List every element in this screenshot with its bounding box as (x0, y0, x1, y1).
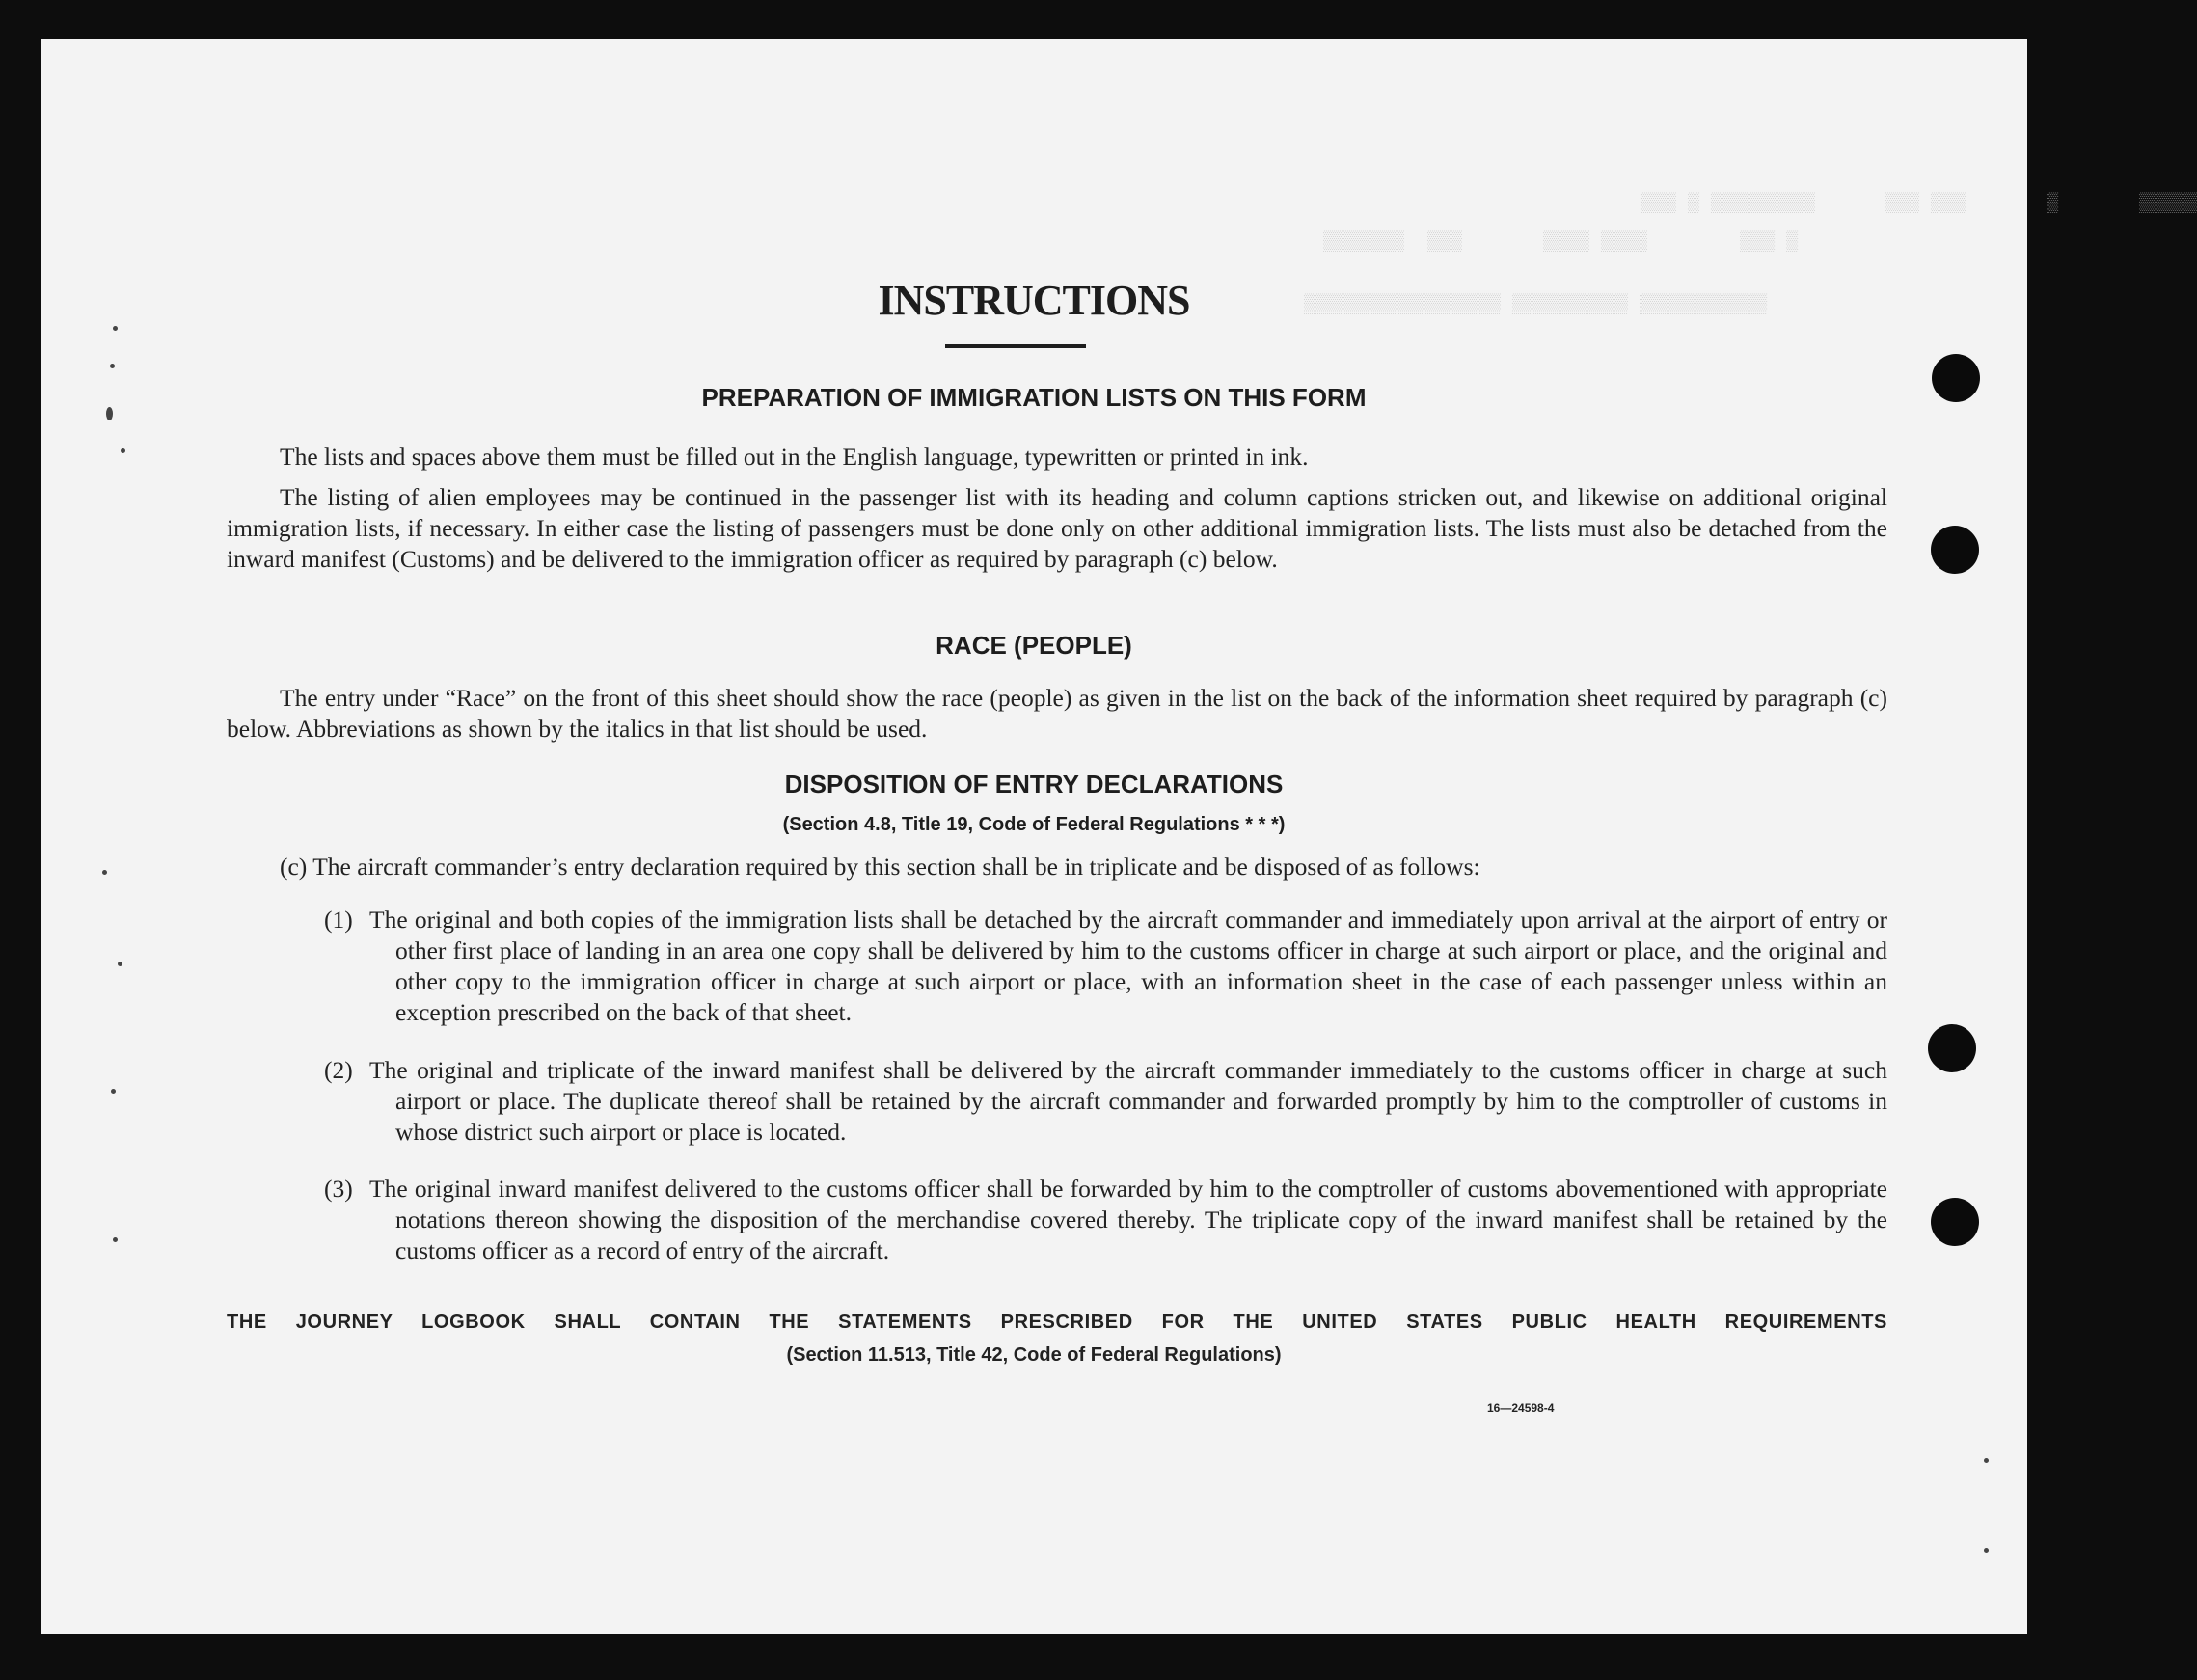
punch-hole (1931, 1198, 1979, 1246)
paper-speck (113, 326, 118, 331)
disposition-citation: (Section 4.8, Title 19, Code of Federal Regulations * * *) (782, 814, 1286, 835)
form-number: 16—24598-4 (1487, 1401, 1555, 1415)
paper-speck (121, 448, 125, 453)
public-health-citation: (Section 11.513, Title 42, Code of Federal Regulations) (786, 1344, 1282, 1366)
bleed-through-text: ▒▒▒ ▒ ▒▒▒▒▒▒▒▒▒ ▒▒▒ ▒▒▒ ▒ ▒▒▒▒▒ (1641, 193, 2197, 215)
punch-hole (1928, 1024, 1976, 1072)
paper-speck (113, 1237, 118, 1242)
preparation-paragraph: The lists and spaces above them must be filled out in the English language, typewritten or printed in ink. (280, 443, 1309, 471)
item-text: The original and both copies of the immigration lists shall be detached by the aircraft commander and immediately upon arrival at the airport of entry or other first place of landing in an area one copy shall be delivered by him to the customs officer in charge at such airport or place, and the original and other copy to the immigration officer in charge at such airport or place, with an information sheet in the case of each passenger unless within an exception prescribed on the back of that sheet. (369, 906, 1887, 1026)
paper-speck (110, 364, 115, 368)
race-heading: RACE (PEOPLE) (936, 631, 1132, 660)
preparation-paragraph: The listing of alien employees may be continued in the passenger list with its heading and column captions stricken out, and likewise on additional original immigration lists, if necessary. In either case the listing of passengers must be done only on other additional immigration lists. The lists must also be detached from the inward manifest (Customs) and be delivered to the immigration officer as required by paragraph (c) below. (227, 483, 1887, 573)
document-page (41, 39, 2197, 1634)
paper-speck (1984, 1548, 1989, 1553)
preparation-section (227, 442, 1887, 575)
bleed-through-text: ▒▒▒▒▒▒▒ ▒▒▒ ▒▒▒▒ ▒▒▒▒ ▒▒▒ ▒ (1323, 231, 1799, 254)
item-number: (1) (324, 906, 353, 934)
paper-speck (111, 1089, 116, 1094)
race-section (227, 683, 1887, 745)
item-text: The original inward manifest delivered to the customs officer shall be forwarded by him to the comptroller of customs abovementioned with appropriate notations thereon showing the disposition of the merchandise covered thereby. The triplicate copy of the inward manifest shall be retained by the customs officer as a record of entry of the aircraft. (369, 1175, 1887, 1264)
item-number: (2) (324, 1056, 353, 1084)
item-number: (3) (324, 1175, 353, 1203)
public-health-statement: THE JOURNEY LOGBOOK SHALL CONTAIN THE STATEMENTS PRESCRIBED FOR THE UNITED STATES PUBLIC HEALTH REQUIREMENTS (227, 1312, 1887, 1333)
disposition-item (324, 1055, 1887, 1148)
disposition-item (324, 1174, 1887, 1266)
paper-speck (102, 870, 107, 875)
preparation-heading: PREPARATION OF IMMIGRATION LISTS ON THIS FORM (701, 383, 1367, 412)
disposition-heading: DISPOSITION OF ENTRY DECLARATIONS (784, 770, 1284, 799)
disposition-intro: (c) The aircraft commander’s entry declaration required by this section shall be in triplicate and be disposed of as follows: (280, 853, 1480, 881)
page-title: INSTRUCTIONS (878, 277, 1190, 324)
bleed-through-text: ▒▒▒▒▒▒▒▒▒▒▒▒▒▒▒▒▒ ▒▒▒▒▒▒▒▒▒▒ ▒▒▒▒▒▒▒▒▒▒▒ (1304, 294, 1768, 316)
disposition-intro-block (227, 852, 1887, 882)
paper-speck (118, 962, 122, 966)
paper-speck (1984, 1458, 1989, 1463)
race-paragraph: The entry under “Race” on the front of this sheet should show the race (people) as given in the list on the back of the information sheet required by paragraph (c) below. Abbreviations as shown by the italics in that list should be used. (227, 684, 1887, 743)
punch-hole (1931, 526, 1979, 574)
title-underline (945, 344, 1086, 348)
item-text: The original and triplicate of the inward manifest shall be delivered by the aircraft commander immediately to the customs officer in charge at such airport or place. The duplicate thereof shall be retained by the aircraft commander and forwarded promptly by him to the comptroller of customs in whose district such airport or place is located. (369, 1056, 1887, 1146)
disposition-item (324, 905, 1887, 1028)
